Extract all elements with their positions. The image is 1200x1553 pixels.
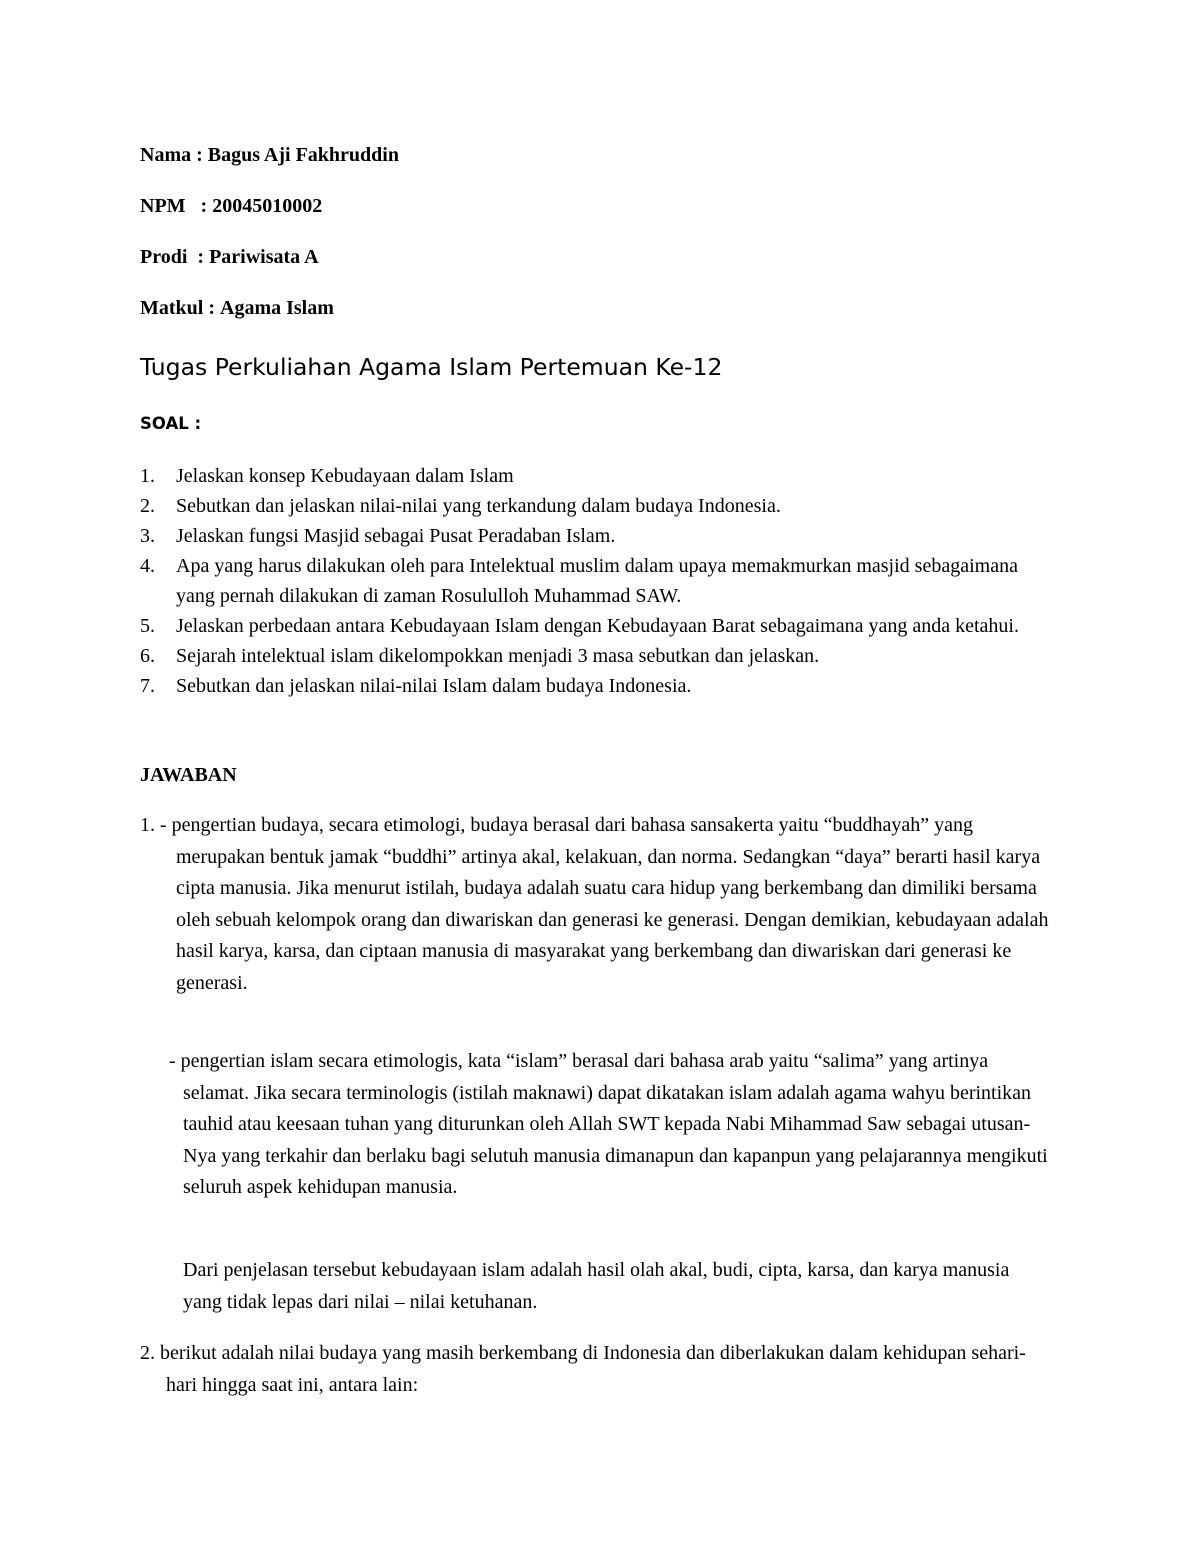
matkul-label: Matkul : [140, 297, 220, 319]
matkul-value: Agama Islam [220, 297, 334, 319]
question-item [0, 491, 1056, 521]
question-number: 2. [140, 495, 155, 517]
question-item [0, 641, 1056, 671]
nama-label: Nama : [140, 144, 208, 166]
nama-value: Bagus Aji Fakhruddin [207, 144, 399, 166]
question-number: 5. [140, 615, 155, 637]
question-number: 3. [140, 525, 155, 547]
npm-value: 20045010002 [212, 195, 323, 217]
question-text: Jelaskan konsep Kebudayaan dalam Islam [176, 465, 514, 487]
answer-1-conclusion: Dari penjelasan tersebut kebudayaan islam adalah hasil olah akal, budi, cipta, karsa, dan karya manusia yang tidak lepas dari nilai – nilai ketuhanan. [183, 1259, 1010, 1313]
question-text: Jelaskan fungsi Masjid sebagai Pusat Peradaban Islam. [176, 525, 616, 547]
document-title: Tugas Perkuliahan Agama Islam Pertemuan Ke-12 [140, 353, 723, 381]
answer-2-intro: 2. berikut adalah nilai budaya yang masih berkembang di Indonesia dan diberlakukan dalam kehidupan sehari-hari hingga saat ini, antara lain: [140, 1342, 1026, 1396]
question-item [0, 611, 1056, 641]
jawaban-heading: JAWABAN [140, 764, 237, 786]
npm-label: NPM : [140, 195, 213, 217]
question-item [0, 671, 1056, 701]
meta-npm [140, 194, 322, 218]
question-number: 4. [140, 555, 155, 577]
prodi-label: Prodi : [140, 246, 210, 268]
answer-1-paragraph-2: - pengertian islam secara etimologis, kata “islam” berasal dari bahasa arab yaitu “salima” yang artinya selamat. Jika secara terminologis (istilah maknawi) dapat dikatakan islam adalah agama wahyu berintikan tauhid atau keesaan tuhan yang diturunkan oleh Allah SWT kepada Nabi Mihammad Saw sebagai utusan-Nya yang terkahir dan berlaku bagi selutuh manusia dimanapun dan kapanpun yang pelajarannya mengikuti seluruh aspek kehidupan manusia. [169, 1050, 1048, 1198]
question-item [0, 551, 1056, 611]
question-text: Apa yang harus dilakukan oleh para Intelektual muslim dalam upaya memakmurkan masjid sebagaimana yang pernah dilakukan di zaman Rosululloh Muhammad SAW. [176, 555, 1018, 607]
question-number: 1. [140, 465, 155, 487]
question-text: Jelaskan perbedaan antara Kebudayaan Islam dengan Kebudayaan Barat sebagaimana yang anda ketahui. [176, 615, 1019, 637]
prodi-value: Pariwisata A [209, 246, 319, 268]
soal-heading: SOAL : [140, 414, 202, 433]
question-number: 7. [140, 675, 155, 697]
meta-matkul [140, 296, 334, 320]
question-text: Sebutkan dan jelaskan nilai-nilai Islam dalam budaya Indonesia. [176, 675, 692, 697]
question-text: Sebutkan dan jelaskan nilai-nilai yang terkandung dalam budaya Indonesia. [176, 495, 781, 517]
answer-1-paragraph-1: 1. - pengertian budaya, secara etimologi, budaya berasal dari bahasa sansakerta yaitu “buddhayah” yang merupakan bentuk jamak “buddhi” artinya akal, kelakuan, dan norma. Sedangkan “daya” berarti hasil karya cipta manusia. Jika menurut istilah, budaya adalah suatu cara hidup yang berkembang dan dimiliki bersama oleh sebuah kelompok orang dan diwariskan dan generasi ke generasi. Dengan demikian, kebudayaan adalah hasil karya, karsa, dan ciptaan manusia di masyarakat yang berkembang dan diwariskan dari generasi ke generasi. [140, 814, 1049, 994]
question-number: 6. [140, 645, 155, 667]
question-text: Sejarah intelektual islam dikelompokkan menjadi 3 masa sebutkan dan jelaskan. [176, 645, 820, 667]
meta-prodi [140, 245, 319, 269]
question-list [0, 461, 1200, 701]
question-item [0, 521, 1056, 551]
question-item [0, 461, 1056, 491]
meta-nama [140, 143, 399, 167]
